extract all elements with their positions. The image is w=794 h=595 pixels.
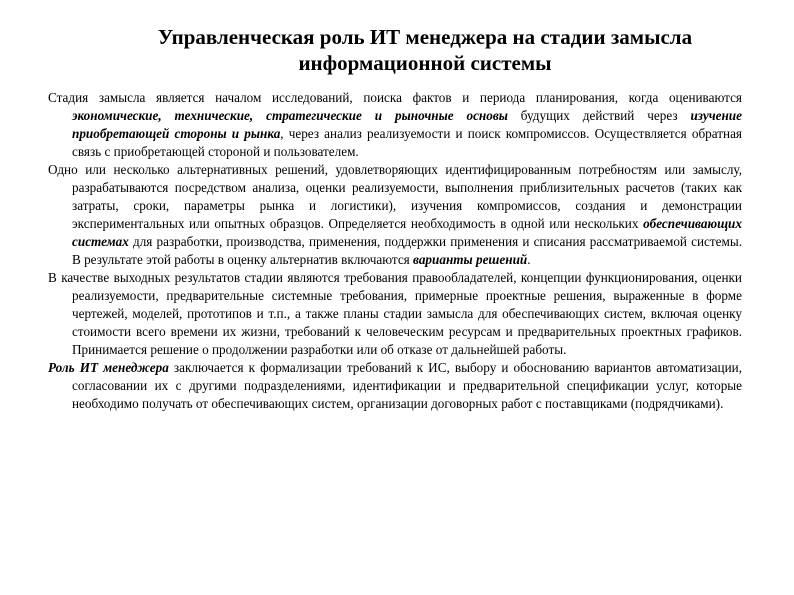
emphasis-enabling-systems: обеспечивающих системах — [72, 216, 742, 249]
text-run: будущих действий через — [507, 108, 691, 123]
paragraph-outputs — [48, 269, 742, 359]
text-run: заключается к формализации требований к ИС, выбору и обоснованию вариантов автоматизации, согласовании их с другими подразделениями, идентификации и предварительной спецификации услуг, которые необходимо получать от обеспечивающих систем, организации договорных работ с поставщиками (подрядчиками). — [72, 360, 742, 411]
title-line-2: информационной системы — [298, 51, 552, 75]
slide-body — [48, 89, 742, 413]
slide-title — [60, 24, 790, 76]
emphasis-market-study: изучение приобретающей стороны и рынка — [72, 108, 742, 141]
title-line-1: Управленческая роль ИТ менеджера на стадии замысла — [157, 25, 693, 49]
text-run: В качестве выходных результатов стадии являются требования правообладателей, концепции функционирования, оценки реализуемости, предварительные системные требования, примерные проектные решения, выраженные в форме чертежей, моделей, прототипов и т.п., а также планы стадии замысла для обеспечивающих систем, включая оценку стоимости всего времени их жизни, требований к человеческим ресурсам и предварительных проектных графиков. Принимается решение о продолжении разработки или об отказе от дальнейшей работы. — [48, 270, 742, 357]
emphasis-solution-variants: варианты решений — [413, 252, 528, 267]
text-run: . — [527, 252, 531, 267]
text-run: Одно или несколько альтернативных решений, удовлетворяющих идентифицированным потребностям или замыслу, разрабатываются посредством анализа, оценки реализуемости, выполнения приблизительных расчетов (таких как затраты, сроки, параметры рынка и логистики), изучения компромиссов, создания и демонстрации экспериментальных или опытных образцов. Определяется необходимость в одной или нескольких — [48, 162, 742, 231]
text-run: Стадия замысла является началом исследований, поиска фактов и периода планирования, когда оцениваются — [48, 90, 742, 105]
text-run: для разработки, производства, применения, поддержки применения и списания рассматриваемой системы. В результате этой работы в оценку альтернатив включаются — [72, 234, 742, 267]
paragraph-it-manager-role — [48, 359, 742, 413]
emphasis-it-manager-role: Роль ИТ менеджера — [48, 360, 169, 375]
paragraph-alternatives — [48, 161, 742, 269]
paragraph-concept-stage — [48, 89, 742, 161]
emphasis-foundations: экономические, технические, стратегические и рыночные основы — [72, 108, 508, 123]
text-run: , через анализ реализуемости и поиск компромиссов. Осуществляется обратная связь с приобретающей стороной и пользователем. — [72, 126, 742, 159]
